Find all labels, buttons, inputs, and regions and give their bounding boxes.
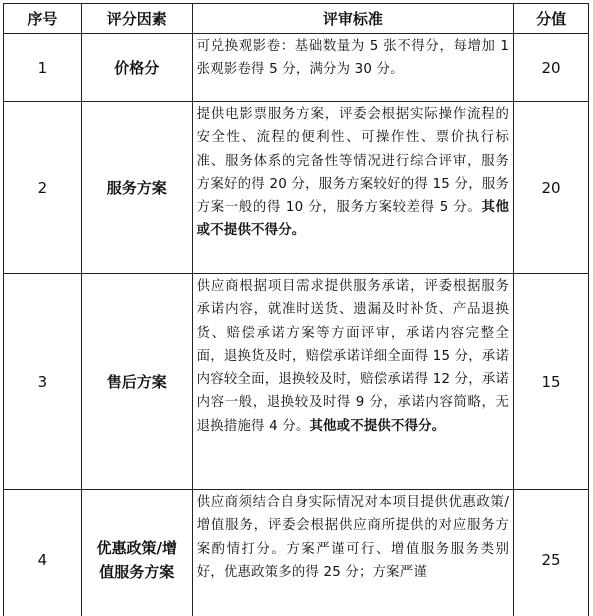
row-score: 15 <box>514 274 589 489</box>
table-row <box>4 34 589 102</box>
row-serial-no: 2 <box>4 102 82 273</box>
criteria-text: 可兑换观影卷：基础数量为 5 张不得分，每增加 1 张观影卷得 5 分，满分为 30 分。 <box>196 39 510 78</box>
row-criteria-cell <box>193 274 514 489</box>
row-factor: 服务方案 <box>82 102 193 273</box>
header-score: 分值 <box>514 4 589 33</box>
row-criteria <box>197 35 509 82</box>
criteria-bold-note: 其他或不提供不得分。 <box>196 200 510 239</box>
row-factor: 优惠政策/增值服务方案 <box>82 490 193 616</box>
scoring-table <box>3 3 589 616</box>
table-row <box>4 274 589 490</box>
row-score: 25 <box>514 490 589 616</box>
table-row <box>4 102 589 274</box>
row-criteria <box>197 103 509 243</box>
row-criteria-cell <box>193 490 514 616</box>
row-score: 20 <box>514 102 589 273</box>
row-criteria-cell <box>193 34 514 101</box>
row-score: 20 <box>514 34 589 101</box>
row-factor: 价格分 <box>82 34 193 101</box>
row-criteria <box>197 275 509 438</box>
criteria-text: 供应商根据项目需求提供服务承诺，评委根据服务承诺内容，就准时送货、遗漏及时补货、产品退换货、赔偿承诺方案等方面评审，承诺内容完整全面，退换货及时，赔偿承诺详细全面得 15 分，承诺内容较全面，退换较及时，赔偿承诺得 12 分，承诺内容一般，退换较及时得 9 分，承诺内容简略，无退换措施得 4 分。 <box>196 279 510 434</box>
row-criteria <box>197 491 509 584</box>
header-scoring-factor: 评分因素 <box>82 4 193 33</box>
row-criteria-cell <box>193 102 514 273</box>
criteria-text: 提供电影票服务方案，评委会根据实际操作流程的安全性、流程的便利性、可操作性、票价执行标准、服务体系的完备性等情况进行综合评审，服务方案好的得 20 分，服务方案较好的得 15 分，服务方案一般的得 10 分，服务方案较差得 5 分。 <box>196 107 510 216</box>
table-header-row <box>4 4 589 34</box>
header-serial-no: 序号 <box>4 4 82 33</box>
row-factor: 售后方案 <box>82 274 193 489</box>
row-serial-no: 3 <box>4 274 82 489</box>
table-row <box>4 490 589 616</box>
criteria-bold-note: 其他或不提供不得分。 <box>309 418 446 434</box>
row-serial-no: 1 <box>4 34 82 101</box>
criteria-text: 供应商须结合自身实际情况对本项目提供优惠政策/增值服务，评委会根据供应商所提供的对应服务方案酌情打分。方案严谨可行、增值服务服务类别好，优惠政策多的得 25 分；方案严谨 <box>196 495 510 580</box>
header-criteria: 评审标准 <box>193 4 514 33</box>
row-serial-no: 4 <box>4 490 82 616</box>
